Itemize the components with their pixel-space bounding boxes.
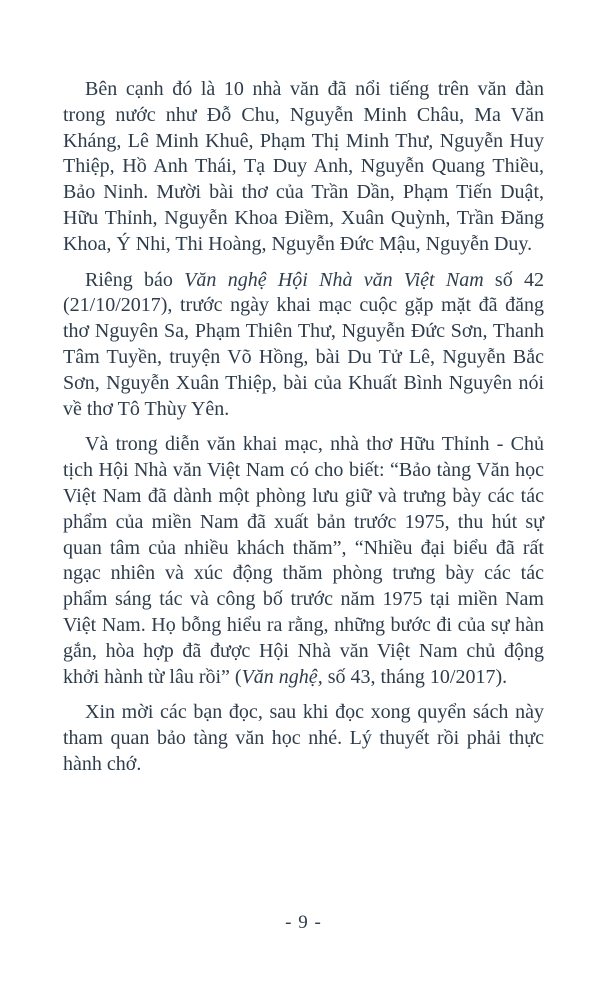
paragraph (63, 77, 544, 258)
text-run: Bên cạnh đó là 10 nhà văn đã nổi tiếng trên văn đàn trong nước như Đỗ Chu, Nguyễn Minh Châu, Ma Văn Kháng, Lê Minh Khuê, Phạm Thị Minh Thư, Nguyễn Huy Thiệp, Hồ Anh Thái, Tạ Duy Anh, Nguyễn Quang Thiều, Bảo Ninh. Mười bài thơ của Trần Dần, Phạm Tiến Duật, Hữu Thỉnh, Nguyễn Khoa Điềm, Xuân Quỳnh, Trần Đăng Khoa, Ý Nhi, Thi Hoàng, Nguyễn Đức Mậu, Nguyễn Duy. (63, 78, 544, 255)
italic-text-run: Văn nghệ Hội Nhà văn Việt Nam (184, 268, 484, 291)
text-block (63, 77, 544, 788)
text-run: Xin mời các bạn đọc, sau khi đọc xong quyển sách này tham quan bảo tàng văn học nhé. Lý thuyết rồi phải thực hành chớ. (63, 701, 544, 775)
text-run: Riêng báo (85, 268, 185, 291)
text-run: số 42 (21/10/2017), trước ngày khai mạc cuộc gặp mặt đã đăng thơ Nguyên Sa, Phạm Thiên Thư, Nguyễn Đức Sơn, Thanh Tâm Tuyền, truyện Võ Hồng, bài Du Tử Lê, Nguyễn Bắc Sơn, Nguyễn Xuân Thiệp, bài của Khuất Bình Nguyên nói về thơ Tô Thùy Yên. (63, 268, 544, 420)
paragraph (63, 700, 544, 777)
paragraph (63, 432, 544, 690)
italic-text-run: Văn nghệ, (241, 665, 323, 688)
text-run: Và trong diễn văn khai mạc, nhà thơ Hữu Thỉnh - Chủ tịch Hội Nhà văn Việt Nam có cho biết: “Bảo tàng Văn học Việt Nam đã dành một phòng lưu giữ và trưng bày các tác phẩm của miền Nam đã xuất bản trước 1975, thu hút sự quan tâm của nhiều khách thăm”, “Nhiều đại biểu đã rất ngạc nhiên và xúc động thăm phòng trưng bày các tác phẩm sáng tác và công bố trước năm 1975 tại miền Nam Việt Nam. Họ bỗng hiểu ra rằng, những bước đi của sự hàn gắn, hòa hợp đã được Hội Nhà văn Việt Nam chủ động khởi hành từ lâu rồi” ( (63, 433, 544, 688)
paragraph (63, 268, 544, 423)
text-run: số 43, tháng 10/2017). (322, 665, 508, 688)
page-number: - 9 - (285, 912, 322, 933)
